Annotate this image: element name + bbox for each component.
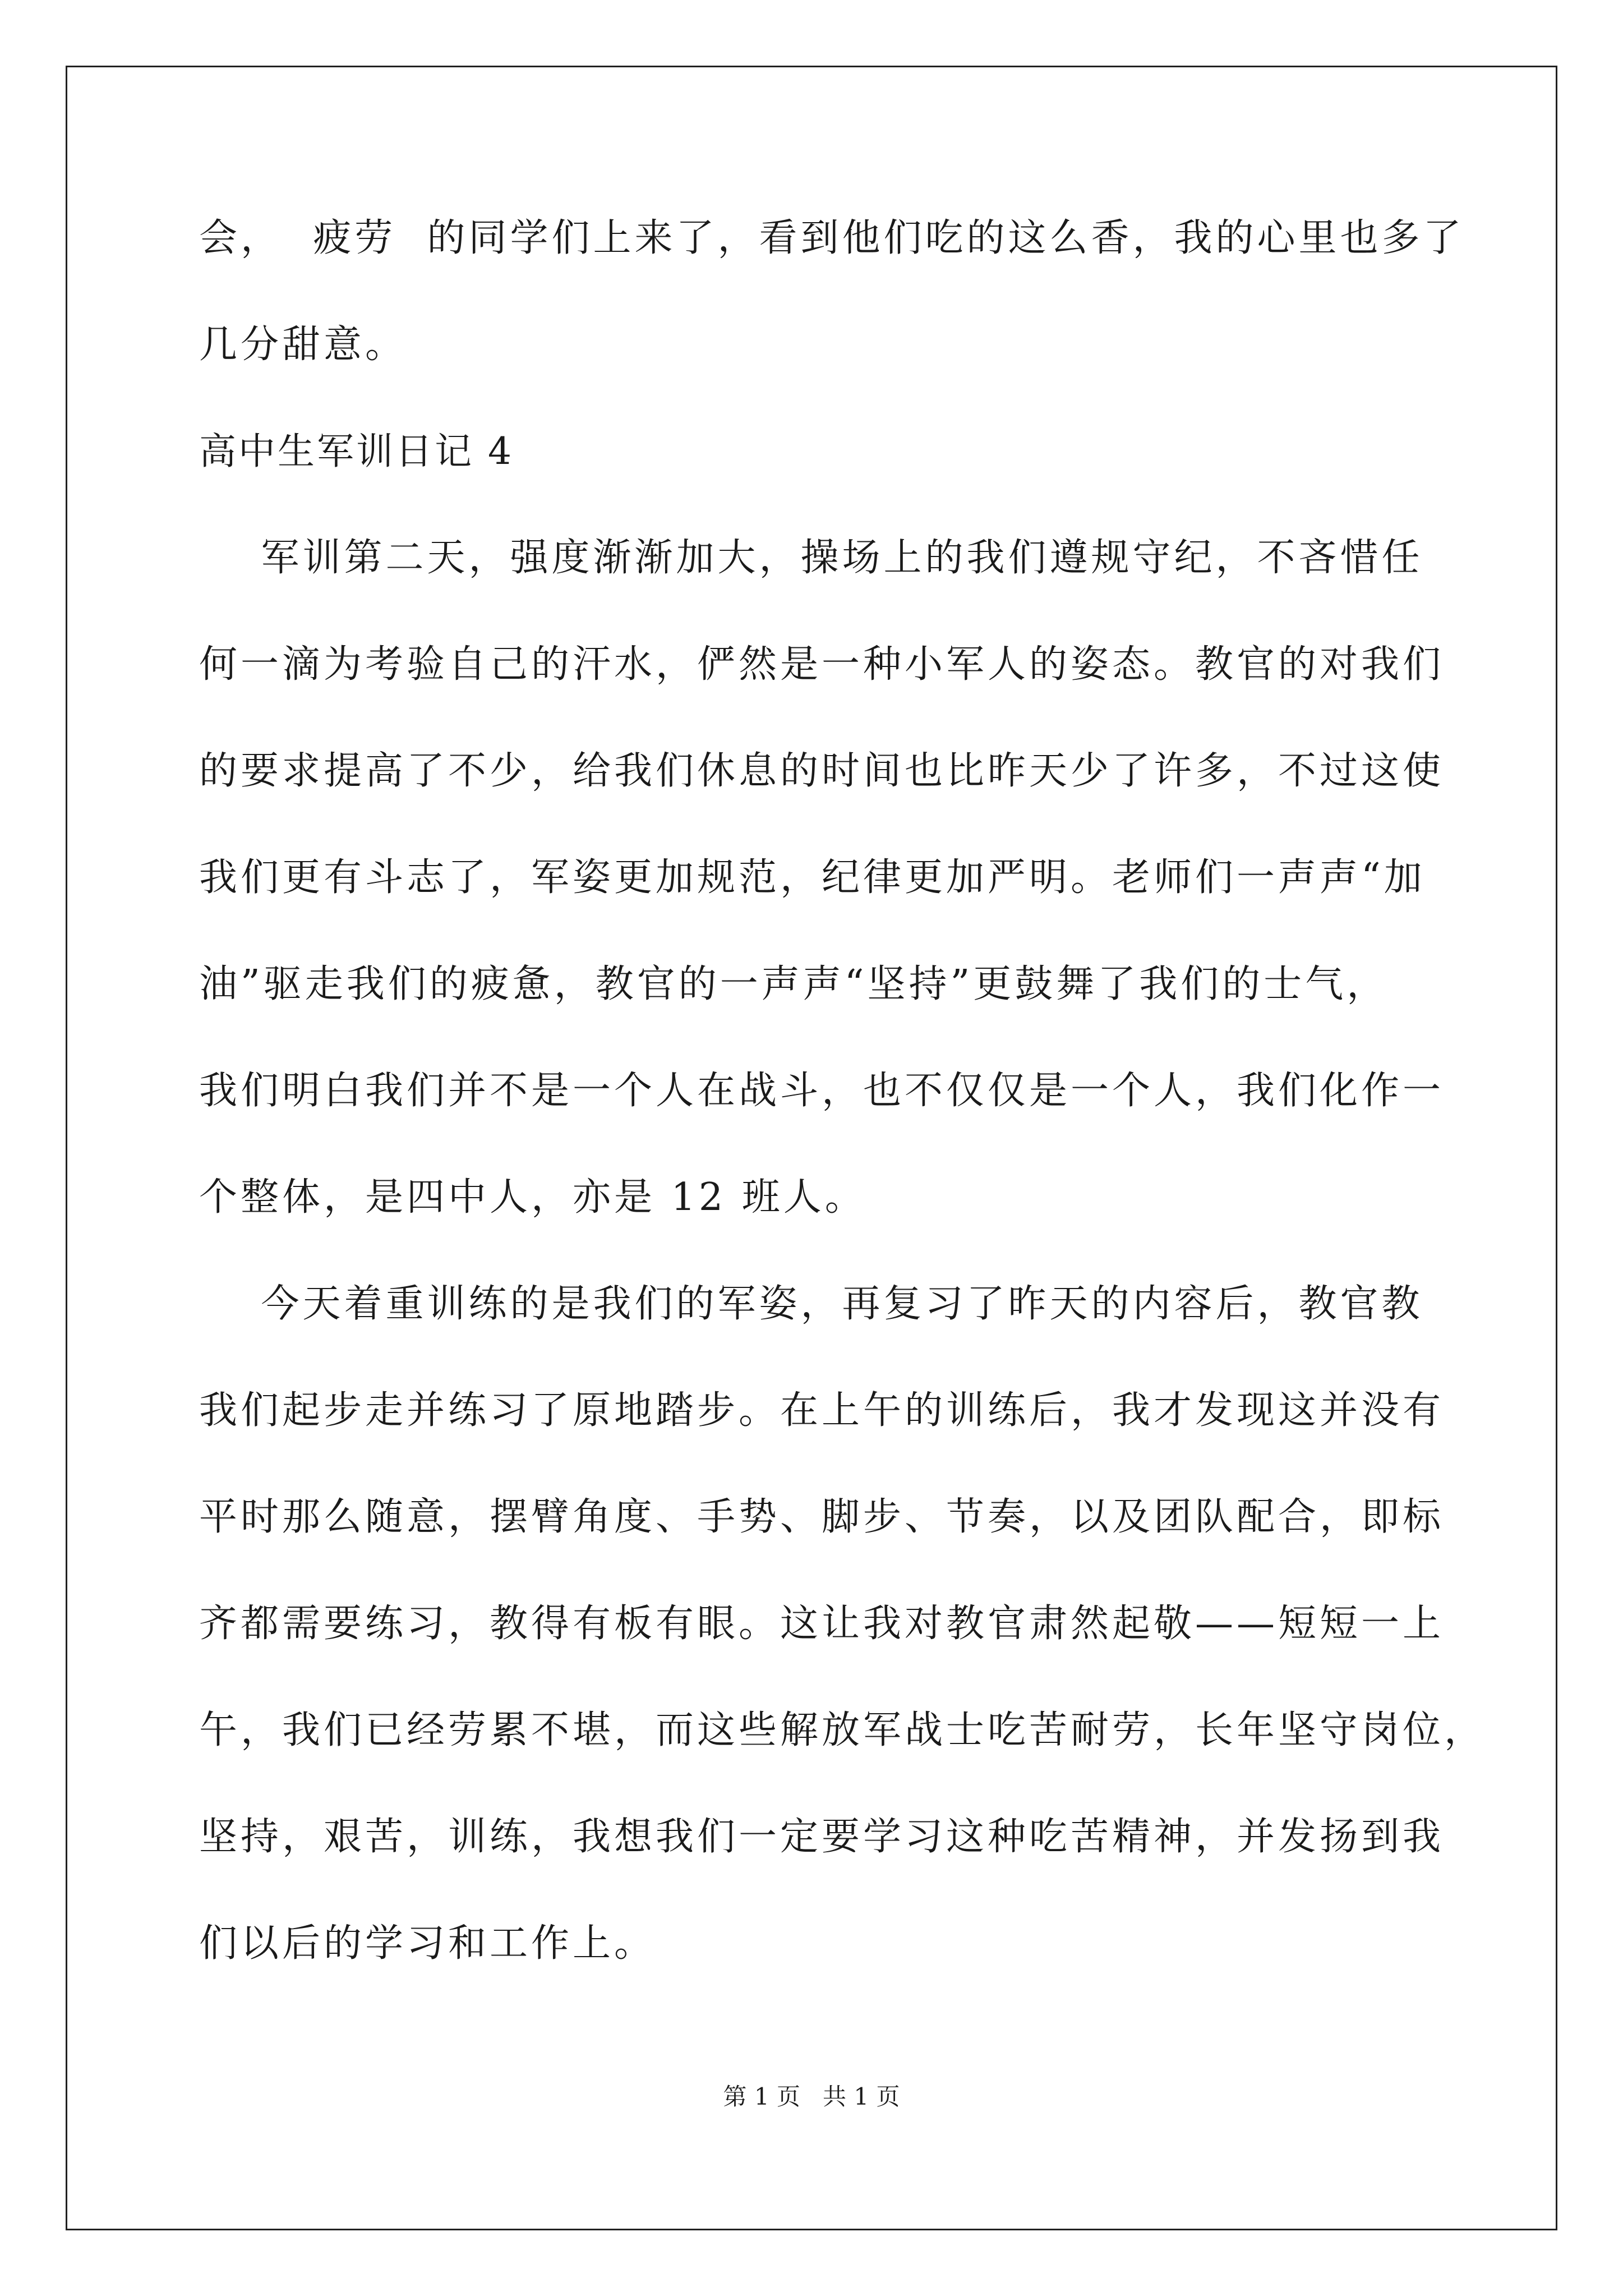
paragraph-line: 平时那么随意，摆臂角度、手势、脚步、节奏，以及团队配合，即标 [199, 1495, 1445, 1539]
paragraph-line: 坚持，艰苦，训练，我想我们一定要学习这种吃苦精神，并发扬到我 [199, 1815, 1445, 1859]
paragraph-line: 们以后的学习和工作上。 [199, 1921, 656, 1966]
page-border [66, 66, 1557, 2230]
paragraph-line: 我们更有斗志了，军姿更加规范，纪律更加严明。老师们一声声“加 [199, 855, 1426, 900]
paragraph-line: 午，我们已经劳累不堪，而这些解放军战士吃苦耐劳，长年坚守岗位， [199, 1708, 1486, 1752]
paragraph-line: 个整体，是四中人，亦是 12 班人。 [199, 1175, 866, 1220]
paragraph-line: 今天着重训练的是我们的军姿，再复习了昨天的内容后，教官教 [199, 1282, 1423, 1326]
paragraph-line: 油”驱走我们的疲惫，教官的一声声“坚持”更鼓舞了我们的士气， [199, 962, 1389, 1006]
text-line: 会， 疲劳 的同学们上来了，看到他们吃的这么香，我的心里也多了 [199, 216, 1465, 260]
paragraph-line: 军训第二天，强度渐渐加大，操场上的我们遵规守纪，不吝惜任 [199, 536, 1423, 580]
text-line: 几分甜意。 [199, 323, 407, 367]
section-heading: 高中生军训日记 4 [199, 430, 514, 473]
paragraph-line: 何一滴为考验自己的汗水，俨然是一种小军人的姿态。教官的对我们 [199, 642, 1445, 687]
paragraph-line: 我们起步走并练习了原地踏步。在上午的训练后，我才发现这并没有 [199, 1388, 1445, 1433]
page-number-footer: 第 1 页 共 1 页 [723, 2083, 900, 2110]
paragraph-line: 的要求提高了不少，给我们休息的时间也比昨天少了许多，不过这使 [199, 749, 1445, 793]
paragraph-line: 齐都需要练习，教得有板有眼。这让我对教官肃然起敬——短短一上 [199, 1602, 1445, 1646]
paragraph-line: 我们明白我们并不是一个人在战斗，也不仅仅是一个人，我们化作一 [199, 1069, 1445, 1113]
